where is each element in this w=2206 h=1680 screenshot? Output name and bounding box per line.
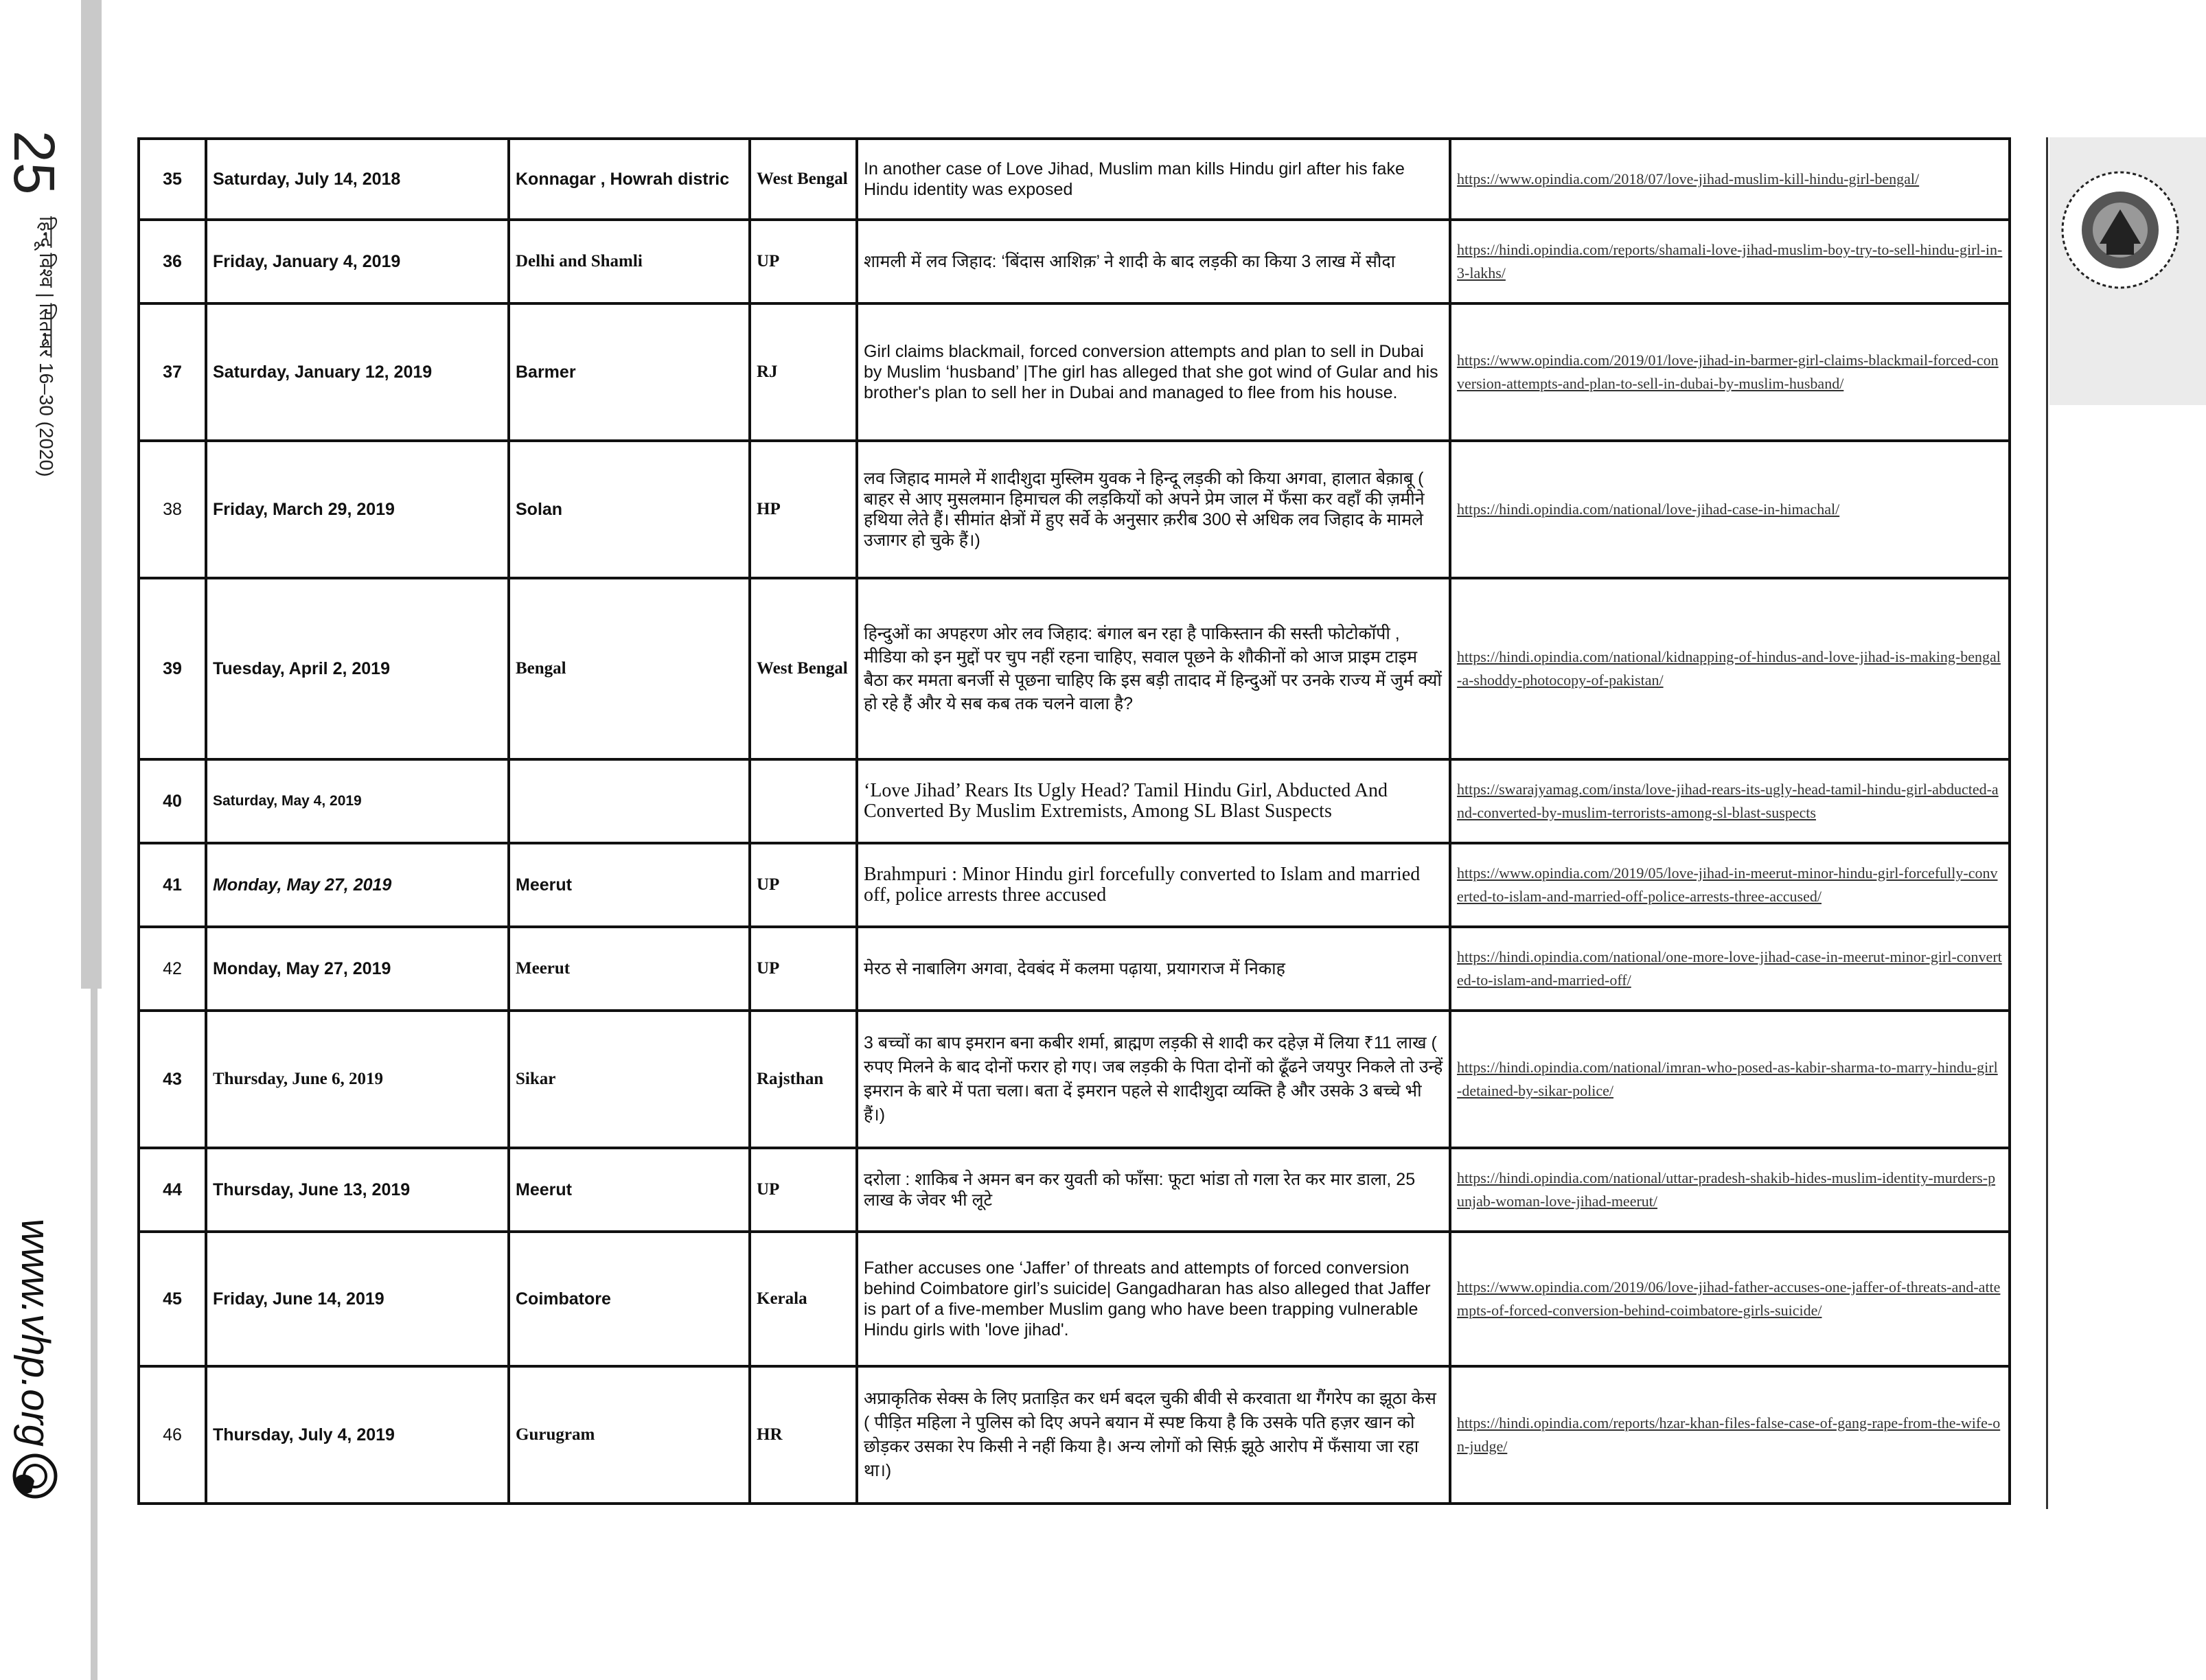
row-state: Kerala bbox=[750, 1232, 857, 1366]
row-date: Monday, May 27, 2019 bbox=[206, 927, 509, 1011]
table-row bbox=[139, 441, 2010, 578]
row-headline: शामली में लव जिहाद: ‘बिंदास आशिक़’ ने शादी के बाद लड़की का किया 3 लाख में सौदा bbox=[857, 220, 1450, 303]
row-headline: Brahmpuri : Minor Hindu girl forcefully converted to Islam and married off, police arrests three accused bbox=[857, 843, 1450, 927]
row-state: Rajsthan bbox=[750, 1011, 857, 1148]
row-state: West Bengal bbox=[750, 578, 857, 759]
row-number: 45 bbox=[139, 1232, 206, 1366]
row-link[interactable]: https://www.opindia.com/2019/05/love-jihad-in-meerut-minor-hindu-girl-forcefully-converted-to-islam-and-married-off-police-arrests-three-accused/ bbox=[1457, 864, 1998, 905]
row-link-cell bbox=[1450, 927, 2010, 1011]
row-link[interactable]: https://hindi.opindia.com/national/imran-who-posed-as-kabir-sharma-to-marry-hindu-girl-detained-by-sikar-police/ bbox=[1457, 1059, 1998, 1099]
row-place: Coimbatore bbox=[509, 1232, 750, 1366]
row-date: Friday, January 4, 2019 bbox=[206, 220, 509, 303]
row-number: 42 bbox=[139, 927, 206, 1011]
row-number: 37 bbox=[139, 303, 206, 441]
table-row bbox=[139, 927, 2010, 1011]
row-state: HR bbox=[750, 1366, 857, 1504]
row-number: 41 bbox=[139, 843, 206, 927]
row-date: Saturday, July 14, 2018 bbox=[206, 139, 509, 220]
row-state bbox=[750, 759, 857, 843]
row-link-cell bbox=[1450, 843, 2010, 927]
row-headline: हिन्दुओं का अपहरण ओर लव जिहाद: बंगाल बन रहा है पाकिस्तान की सस्ती फोटोकॉपी , मीडिया को इन मुद्दों पर चुप नहीं रहना चाहिए, सवाल पूछने के शौकीनों को आज प्राइम टाइम बैठा कर ममता बनर्जी से पूछना चाहिए कि इस बड़ी तादाद में हिन्दुओं पर उनके राज्य में जुर्म क्यों हो रहे हैं और ये सब कब तक चलने वाला है? bbox=[857, 578, 1450, 759]
row-date: Tuesday, April 2, 2019 bbox=[206, 578, 509, 759]
row-headline: अप्राकृतिक सेक्स के लिए प्रताड़ित कर धर्म बदल चुकी बीवी से करवाता था गैंगरेप का झूठा केस ( पीड़ित महिला ने पुलिस को दिए अपने बयान में स्पष्ट किया है कि उसके पति हज़र खान को छोड़कर उसका रेप किसी ने नहीं किया है। अन्य लोगों को सिर्फ़ झूठे आरोप में फँसाया जा रहा था।) bbox=[857, 1366, 1450, 1504]
row-state: HP bbox=[750, 441, 857, 578]
row-link-cell bbox=[1450, 139, 2010, 220]
row-link-cell bbox=[1450, 759, 2010, 843]
row-number: 38 bbox=[139, 441, 206, 578]
row-link-cell bbox=[1450, 220, 2010, 303]
row-link-cell bbox=[1450, 303, 2010, 441]
row-link-cell bbox=[1450, 578, 2010, 759]
row-number: 36 bbox=[139, 220, 206, 303]
row-place: Meerut bbox=[509, 1148, 750, 1232]
row-headline: मेरठ से नाबालिग अगवा, देवबंद में कलमा पढ़ाया, प्रयागराज में निकाह bbox=[857, 927, 1450, 1011]
row-headline: 3 बच्चों का बाप इमरान बना कबीर शर्मा, ब्राह्मण लड़की से शादी कर दहेज़ में लिया ₹11 लाख ( रुपए मिलने के बाद दोनों फरार हो गए। जब लड़की के पिता दोनों को ढूँढने जयपुर निकले तो उन्हें इमरान के बारे में पता चला। बता दें इमरान पहले से शादीशुदा व्यक्ति है और उसके 3 बच्चे भी हैं।) bbox=[857, 1011, 1450, 1148]
row-number: 39 bbox=[139, 578, 206, 759]
pointer-hand-icon bbox=[11, 1452, 59, 1500]
row-link-cell bbox=[1450, 1011, 2010, 1148]
row-place bbox=[509, 759, 750, 843]
row-headline: In another case of Love Jihad, Muslim man kills Hindu girl after his fake Hindu identity was exposed bbox=[857, 139, 1450, 220]
row-state: UP bbox=[750, 843, 857, 927]
row-date: Friday, June 14, 2019 bbox=[206, 1232, 509, 1366]
row-date: Thursday, July 4, 2019 bbox=[206, 1366, 509, 1504]
row-state: UP bbox=[750, 220, 857, 303]
vhp-seal-icon bbox=[2058, 168, 2182, 292]
row-link[interactable]: https://www.opindia.com/2019/06/love-jihad-father-accuses-one-jaffer-of-threats-and-attempts-of-forced-conversion-behind-coimbatore-girls-suicide/ bbox=[1457, 1278, 2001, 1319]
incident-table bbox=[137, 137, 2011, 1505]
row-number: 35 bbox=[139, 139, 206, 220]
row-link[interactable]: https://hindi.opindia.com/national/kidnapping-of-hindus-and-love-jihad-is-making-bengal-a-shoddy-photocopy-of-pakistan/ bbox=[1457, 648, 2001, 689]
magazine-issue: हिन्दू विश्व | सितम्बर 16–30 (2020) bbox=[36, 216, 57, 477]
margin-rule bbox=[81, 0, 102, 989]
row-link[interactable]: https://www.opindia.com/2018/07/love-jihad-muslim-kill-hindu-girl-bengal/ bbox=[1457, 170, 1920, 187]
row-place: Solan bbox=[509, 441, 750, 578]
row-link[interactable]: https://www.opindia.com/2019/01/love-jihad-in-barmer-girl-claims-blackmail-forced-conversion-attempts-and-plan-to-sell-in-dubai-by-muslim-husband/ bbox=[1457, 352, 1999, 392]
row-date: Friday, March 29, 2019 bbox=[206, 441, 509, 578]
row-date: Thursday, June 6, 2019 bbox=[206, 1011, 509, 1148]
row-place: Barmer bbox=[509, 303, 750, 441]
row-number: 40 bbox=[139, 759, 206, 843]
table-row bbox=[139, 1011, 2010, 1148]
row-place: Sikar bbox=[509, 1011, 750, 1148]
row-place: Delhi and Shamli bbox=[509, 220, 750, 303]
table-row bbox=[139, 843, 2010, 927]
row-state: RJ bbox=[750, 303, 857, 441]
row-place: Meerut bbox=[509, 843, 750, 927]
row-date: Saturday, May 4, 2019 bbox=[206, 759, 509, 843]
row-state: West Bengal bbox=[750, 139, 857, 220]
right-rule bbox=[2046, 137, 2048, 1509]
row-headline: ‘Love Jihad’ Rears Its Ugly Head? Tamil Hindu Girl, Abducted And Converted By Muslim Extremists, Among SL Blast Suspects bbox=[857, 759, 1450, 843]
table-row bbox=[139, 1232, 2010, 1366]
table-row bbox=[139, 1148, 2010, 1232]
table-row bbox=[139, 578, 2010, 759]
row-state: UP bbox=[750, 927, 857, 1011]
website-url[interactable]: www.vhp.org bbox=[13, 1219, 58, 1447]
row-date: Monday, May 27, 2019 bbox=[206, 843, 509, 927]
row-link[interactable]: https://hindi.opindia.com/national/one-more-love-jihad-case-in-meerut-minor-girl-converted-to-islam-and-married-off/ bbox=[1457, 948, 2002, 989]
table-row bbox=[139, 1366, 2010, 1504]
row-link[interactable]: https://swarajyamag.com/insta/love-jihad-rears-its-ugly-head-tamil-hindu-girl-abducted-and-converted-by-muslim-terrorists-among-sl-blast-suspects bbox=[1457, 781, 1999, 821]
row-number: 43 bbox=[139, 1011, 206, 1148]
row-link[interactable]: https://hindi.opindia.com/reports/shamali-love-jihad-muslim-boy-try-to-sell-hindu-girl-in-3-lakhs/ bbox=[1457, 241, 2003, 281]
row-headline: Father accuses one ‘Jaffer’ of threats and attempts of forced conversion behind Coimbatore girl’s suicide| Gangadharan has also alleged that Jaffer is part of a five-member Muslim gang who have been trapping vulnerable Hindu girls with 'love jihad'. bbox=[857, 1232, 1450, 1366]
row-place: Meerut bbox=[509, 927, 750, 1011]
row-date: Saturday, January 12, 2019 bbox=[206, 303, 509, 441]
left-margin bbox=[0, 0, 110, 1680]
table-row bbox=[139, 139, 2010, 220]
row-link-cell bbox=[1450, 1148, 2010, 1232]
row-link-cell bbox=[1450, 1366, 2010, 1504]
table-row bbox=[139, 220, 2010, 303]
margin-rule bbox=[91, 989, 97, 1680]
row-place: Gurugram bbox=[509, 1366, 750, 1504]
row-headline: दरोला : शाकिब ने अमन बन कर युवती को फाँसा: फूटा भांडा तो गला रेत कर मार डाला, 25 लाख के जेवर भी लूटे bbox=[857, 1148, 1450, 1232]
row-headline: लव जिहाद मामले में शादीशुदा मुस्लिम युवक ने हिन्दू लड़की को किया अगवा, हालात बेक़ाबू ( बाहर से आए मुसलमान हिमाचल की लड़कियों को अपने प्रेम जाल में फँसा कर वहाँ की ज़मीने हथिया लेते हैं। सीमांत क्षेत्रों में हुए सर्वे के अनुसार क़रीब 300 से अधिक लव जिहाद के मामले उजागर हो चुके हैं।) bbox=[857, 441, 1450, 578]
row-link-cell bbox=[1450, 441, 2010, 578]
row-link[interactable]: https://hindi.opindia.com/national/love-jihad-case-in-himachal/ bbox=[1457, 500, 1840, 518]
row-headline: Girl claims blackmail, forced conversion attempts and plan to sell in Dubai by Muslim ‘husband’ |The girl has alleged that she got wind of Gular and his brother's plan to sell her in Dubai and managed to flee from his house. bbox=[857, 303, 1450, 441]
row-link[interactable]: https://hindi.opindia.com/national/uttar-pradesh-shakib-hides-muslim-identity-murders-punjab-woman-love-jihad-meerut/ bbox=[1457, 1169, 1996, 1210]
row-place: Bengal bbox=[509, 578, 750, 759]
row-state: UP bbox=[750, 1148, 857, 1232]
row-number: 44 bbox=[139, 1148, 206, 1232]
row-link-cell bbox=[1450, 1232, 2010, 1366]
row-date: Thursday, June 13, 2019 bbox=[206, 1148, 509, 1232]
table-row bbox=[139, 303, 2010, 441]
row-link[interactable]: https://hindi.opindia.com/reports/hzar-khan-files-false-case-of-gang-rape-from-the-wife-on-judge/ bbox=[1457, 1414, 2001, 1455]
row-place: Konnagar , Howrah distric bbox=[509, 139, 750, 220]
row-number: 46 bbox=[139, 1366, 206, 1504]
table-row bbox=[139, 759, 2010, 843]
page-number: 25 bbox=[2, 130, 67, 195]
